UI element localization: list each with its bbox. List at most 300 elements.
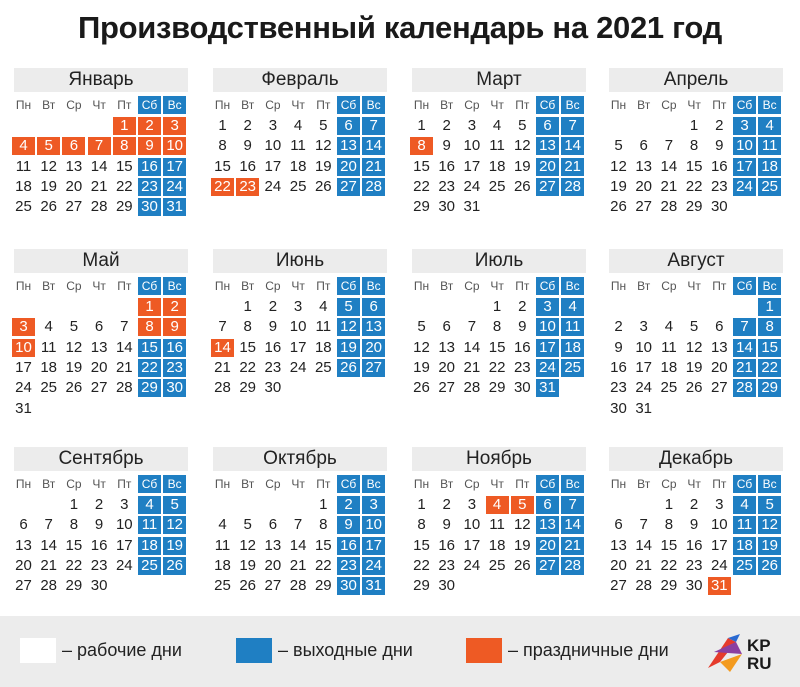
weekday-header: Пт xyxy=(316,98,331,112)
day-cell: 1 xyxy=(492,298,502,315)
day-cell: 20 xyxy=(438,358,456,376)
day-cell: 1 xyxy=(319,496,328,513)
bird-logo-icon xyxy=(708,634,742,672)
weekend-day-cell: 25 xyxy=(758,178,781,196)
day-cell: 2 xyxy=(715,117,724,134)
weekday-header: Сб xyxy=(138,475,161,493)
day-cell: 30 xyxy=(685,577,703,595)
day-cell: 19 xyxy=(40,177,58,195)
weekend-day-cell: 6 xyxy=(362,298,385,316)
day-cell: 29 xyxy=(685,198,703,216)
day-cell: 23 xyxy=(438,177,456,195)
weekend-day-cell: 27 xyxy=(536,557,559,575)
weekend-day-cell: 11 xyxy=(561,318,584,336)
day-cell: 16 xyxy=(610,358,627,376)
weekend-day-cell: 31 xyxy=(362,577,385,595)
holiday-day-cell: 8 xyxy=(410,137,433,155)
day-cell: 15 xyxy=(660,536,678,554)
day-cell: 18 xyxy=(15,177,32,195)
weekend-day-cell: 13 xyxy=(536,137,559,155)
day-cell: 12 xyxy=(413,338,430,356)
weekend-day-cell: 6 xyxy=(337,117,360,135)
holiday-day-cell: 5 xyxy=(37,137,60,155)
day-cell: 1 xyxy=(664,496,674,513)
weekend-day-cell: 13 xyxy=(536,516,559,534)
weekend-day-cell: 1 xyxy=(758,298,781,316)
day-cell: 8 xyxy=(243,318,252,336)
weekend-day-cell: 17 xyxy=(733,158,756,176)
day-cell: 23 xyxy=(685,556,703,574)
day-cell: 26 xyxy=(513,556,531,574)
day-cell: 28 xyxy=(660,198,678,216)
day-cell: 5 xyxy=(689,318,699,336)
day-cell: 18 xyxy=(488,157,506,175)
weekend-day-cell: 12 xyxy=(337,318,360,336)
weekday-header: Пт xyxy=(515,279,530,293)
weekday-header: Пт xyxy=(515,477,530,491)
month-block xyxy=(607,249,787,417)
day-cell: 11 xyxy=(290,137,306,155)
weekday-header: Ср xyxy=(66,98,82,112)
holiday-day-cell: 8 xyxy=(113,137,136,155)
day-cell: 10 xyxy=(710,516,728,534)
weekday-header: Сб xyxy=(138,96,161,114)
weekend-day-cell: 28 xyxy=(733,379,756,397)
day-cell: 27 xyxy=(264,577,282,595)
day-cell: 3 xyxy=(268,117,278,134)
month-name: Сентябрь xyxy=(14,447,188,471)
month-block xyxy=(410,68,590,216)
day-cell: 26 xyxy=(413,379,430,397)
weekday-header: Вс xyxy=(561,277,584,295)
weekday-header: Пн xyxy=(15,477,32,491)
day-cell: 29 xyxy=(314,577,332,595)
day-cell: 13 xyxy=(438,338,456,356)
weekend-days-swatch xyxy=(236,638,272,663)
day-cell: 7 xyxy=(218,318,227,336)
weekend-day-cell: 22 xyxy=(138,359,161,377)
weekend-day-cell: 5 xyxy=(758,496,781,514)
weekend-day-cell: 4 xyxy=(758,117,781,135)
weekend-day-cell: 10 xyxy=(536,318,559,336)
holiday-day-cell: 10 xyxy=(12,339,35,357)
day-cell: 19 xyxy=(239,556,257,574)
day-cell: 26 xyxy=(513,177,531,195)
day-cell: 21 xyxy=(115,358,133,376)
weekend-day-cell: 19 xyxy=(758,537,781,555)
weekday-header: Сб xyxy=(337,96,360,114)
weekday-header: Пт xyxy=(712,98,727,112)
weekday-header: Чт xyxy=(291,477,305,491)
weekday-header: Пн xyxy=(15,279,32,293)
day-cell: 27 xyxy=(610,577,627,595)
weekend-day-cell: 15 xyxy=(758,339,781,357)
day-cell: 25 xyxy=(488,177,506,195)
weekday-header: Вт xyxy=(440,98,454,112)
day-cell: 18 xyxy=(40,358,58,376)
day-cell: 7 xyxy=(120,318,129,336)
day-cell: 1 xyxy=(417,117,426,134)
weekend-day-cell: 23 xyxy=(163,359,186,377)
day-cell: 13 xyxy=(710,338,728,356)
day-cell: 25 xyxy=(214,577,231,595)
weekday-header: Пт xyxy=(117,477,132,491)
weekend-day-cell: 21 xyxy=(362,158,385,176)
weekend-day-cell: 16 xyxy=(163,339,186,357)
weekday-header: Чт xyxy=(291,98,305,112)
weekday-header: Пт xyxy=(316,477,331,491)
day-cell: 31 xyxy=(15,399,32,417)
weekday-header: Вс xyxy=(758,475,781,493)
month-name: Октябрь xyxy=(213,447,387,471)
weekday-header: Вс xyxy=(163,277,186,295)
day-cell: 16 xyxy=(513,338,531,356)
weekend-day-cell: 26 xyxy=(758,557,781,575)
day-cell: 14 xyxy=(115,338,133,356)
day-cell: 30 xyxy=(710,198,728,216)
day-cell: 2 xyxy=(614,318,623,336)
weekend-day-cell: 19 xyxy=(163,537,186,555)
weekday-header: Пн xyxy=(413,98,430,112)
day-cell: 23 xyxy=(264,358,282,376)
day-cell: 11 xyxy=(214,536,231,554)
day-cell: 16 xyxy=(685,536,703,554)
day-cell: 24 xyxy=(115,556,133,574)
weekend-day-cell: 3 xyxy=(536,298,559,316)
weekday-header: Вт xyxy=(42,477,56,491)
weekend-day-cell: 14 xyxy=(561,516,584,534)
day-cell: 16 xyxy=(90,536,108,554)
weekend-day-cell: 2 xyxy=(337,496,360,514)
weekday-header: Вс xyxy=(362,96,385,114)
day-cell: 17 xyxy=(635,358,653,376)
day-cell: 19 xyxy=(685,358,703,376)
day-cell: 8 xyxy=(218,137,227,155)
holiday-days-swatch xyxy=(466,638,502,663)
weekday-header: Сб xyxy=(733,475,756,493)
logo-text-ru: RU xyxy=(747,654,772,673)
day-cell: 9 xyxy=(94,516,104,534)
weekday-header: Ср xyxy=(464,98,480,112)
weekend-day-cell: 16 xyxy=(337,537,360,555)
day-cell: 15 xyxy=(488,338,506,356)
weekday-header: Сб xyxy=(733,277,756,295)
holiday-day-cell: 31 xyxy=(708,577,731,595)
day-cell: 5 xyxy=(417,318,426,336)
day-cell: 4 xyxy=(293,117,303,134)
day-cell: 29 xyxy=(239,379,257,397)
day-cell: 7 xyxy=(639,516,648,534)
day-cell: 31 xyxy=(463,198,481,216)
weekday-header: Пн xyxy=(610,279,627,293)
holiday-day-cell: 7 xyxy=(88,137,111,155)
day-cell: 10 xyxy=(289,318,307,336)
day-cell: 25 xyxy=(40,379,58,397)
day-cell: 28 xyxy=(90,198,108,216)
day-cell: 26 xyxy=(40,198,58,216)
day-cell: 25 xyxy=(289,177,307,195)
weekend-day-cell: 26 xyxy=(163,557,186,575)
weekend-day-cell: 11 xyxy=(733,516,756,534)
day-cell: 16 xyxy=(239,157,257,175)
day-cell: 15 xyxy=(65,536,83,554)
month-block xyxy=(410,447,590,595)
day-cell: 25 xyxy=(660,379,678,397)
weekend-day-cell: 30 xyxy=(138,198,161,216)
day-cell: 24 xyxy=(463,177,481,195)
day-cell: 3 xyxy=(467,496,477,513)
month-name: Июнь xyxy=(213,249,387,273)
weekday-header: Чт xyxy=(92,98,106,112)
weekend-day-cell: 21 xyxy=(733,359,756,377)
day-cell: 2 xyxy=(518,298,527,315)
day-cell: 26 xyxy=(314,177,332,195)
weekday-header: Вс xyxy=(163,475,186,493)
day-cell: 2 xyxy=(94,496,104,513)
weekend-day-cell: 18 xyxy=(561,339,584,357)
weekday-header: Вт xyxy=(637,279,651,293)
day-cell: 4 xyxy=(44,318,53,336)
day-cell: 20 xyxy=(65,177,83,195)
day-cell: 30 xyxy=(264,379,282,397)
day-cell: 5 xyxy=(243,516,252,534)
month-block xyxy=(607,68,787,216)
weekday-header: Вс xyxy=(561,475,584,493)
weekend-day-cell: 12 xyxy=(163,516,186,534)
weekday-header: Вт xyxy=(637,98,651,112)
weekday-header: Вс xyxy=(163,96,186,114)
day-cell: 3 xyxy=(120,496,129,513)
weekday-header: Пт xyxy=(117,279,132,293)
weekend-day-cell: 29 xyxy=(758,379,781,397)
day-cell: 19 xyxy=(413,358,430,376)
day-cell: 20 xyxy=(610,556,627,574)
day-cell: 8 xyxy=(417,516,426,534)
weekend-day-cell: 13 xyxy=(362,318,385,336)
day-cell: 29 xyxy=(65,577,83,595)
weekday-header: Чт xyxy=(687,477,701,491)
weekend-day-cell: 25 xyxy=(138,557,161,575)
holiday-day-cell: 2 xyxy=(138,117,161,135)
weekend-day-cell: 25 xyxy=(733,557,756,575)
day-cell: 21 xyxy=(635,556,653,574)
day-cell: 30 xyxy=(513,379,531,397)
weekend-day-cell: 21 xyxy=(561,158,584,176)
day-cell: 8 xyxy=(664,516,674,534)
month-name: Май xyxy=(14,249,188,273)
day-cell: 8 xyxy=(689,137,699,155)
weekend-day-cell: 29 xyxy=(138,379,161,397)
legend-footer xyxy=(0,616,800,687)
weekday-header: Пт xyxy=(316,279,331,293)
day-cell: 28 xyxy=(115,379,133,397)
day-cell: 6 xyxy=(268,516,278,534)
weekend-day-cell: 21 xyxy=(561,537,584,555)
weekend-day-cell: 17 xyxy=(163,158,186,176)
day-cell: 20 xyxy=(635,177,653,195)
day-cell: 12 xyxy=(314,137,332,155)
weekend-day-cell: 20 xyxy=(337,158,360,176)
day-cell: 6 xyxy=(715,318,724,336)
holiday-day-cell: 4 xyxy=(486,496,509,514)
day-cell: 24 xyxy=(710,556,728,574)
day-cell: 6 xyxy=(442,318,451,336)
day-cell: 16 xyxy=(438,157,456,175)
weekend-day-cell: 17 xyxy=(536,339,559,357)
day-cell: 13 xyxy=(90,338,108,356)
month-name: Июль xyxy=(412,249,586,273)
day-cell: 10 xyxy=(115,516,133,534)
weekend-day-cell: 28 xyxy=(362,178,385,196)
weekend-day-cell: 14 xyxy=(362,137,385,155)
weekday-header: Чт xyxy=(687,279,701,293)
weekend-day-cell: 28 xyxy=(561,557,584,575)
day-cell: 11 xyxy=(315,318,332,336)
day-cell: 14 xyxy=(40,536,58,554)
day-cell: 21 xyxy=(214,358,231,376)
weekend-day-cell: 18 xyxy=(733,537,756,555)
day-cell: 15 xyxy=(314,536,332,554)
day-cell: 20 xyxy=(15,556,32,574)
weekday-header: Пн xyxy=(15,98,32,112)
holiday-day-cell: 3 xyxy=(163,117,186,135)
weekday-header: Чт xyxy=(291,279,305,293)
weekday-header: Вт xyxy=(42,279,56,293)
holiday-day-cell: 22 xyxy=(211,178,234,196)
day-cell: 23 xyxy=(610,379,627,397)
weekday-header: Сб xyxy=(536,277,559,295)
day-cell: 5 xyxy=(518,117,527,134)
day-cell: 4 xyxy=(664,318,674,336)
day-cell: 4 xyxy=(218,516,227,534)
weekend-day-cell: 10 xyxy=(733,137,756,155)
day-cell: 21 xyxy=(90,177,108,195)
day-cell: 1 xyxy=(218,117,227,134)
month-name: Август xyxy=(609,249,783,273)
weekend-day-cell: 20 xyxy=(536,158,559,176)
day-cell: 24 xyxy=(463,556,481,574)
day-cell: 17 xyxy=(264,157,282,175)
day-cell: 30 xyxy=(438,198,456,216)
day-cell: 2 xyxy=(689,496,699,513)
day-cell: 7 xyxy=(467,318,477,336)
day-cell: 29 xyxy=(488,379,506,397)
weekend-day-cell: 4 xyxy=(733,496,756,514)
weekend-days-label: – выходные дни xyxy=(278,640,413,660)
day-cell: 22 xyxy=(239,358,257,376)
day-cell: 11 xyxy=(661,338,677,356)
day-cell: 22 xyxy=(488,358,506,376)
weekday-header: Ср xyxy=(265,98,281,112)
weekday-header: Ср xyxy=(66,477,82,491)
weekend-day-cell: 23 xyxy=(138,178,161,196)
day-cell: 27 xyxy=(635,198,653,216)
weekday-header: Чт xyxy=(490,477,504,491)
holiday-day-cell: 6 xyxy=(62,137,85,155)
day-cell: 26 xyxy=(685,379,703,397)
day-cell: 10 xyxy=(463,137,481,155)
weekend-day-cell: 24 xyxy=(163,178,186,196)
day-cell: 18 xyxy=(314,338,332,356)
weekend-day-cell: 26 xyxy=(337,359,360,377)
weekday-header: Пт xyxy=(515,98,530,112)
day-cell: 3 xyxy=(467,117,477,134)
working-days-label: – рабочие дни xyxy=(62,640,182,660)
weekday-header: Вс xyxy=(362,475,385,493)
day-cell: 28 xyxy=(463,379,481,397)
month-name: Март xyxy=(412,68,586,92)
day-cell: 14 xyxy=(289,536,307,554)
day-cell: 24 xyxy=(635,379,653,397)
day-cell: 15 xyxy=(214,157,231,175)
weekday-header: Вс xyxy=(362,277,385,295)
day-cell: 13 xyxy=(610,536,627,554)
day-cell: 30 xyxy=(438,577,456,595)
day-cell: 3 xyxy=(293,298,303,315)
day-cell: 18 xyxy=(660,358,678,376)
weekend-day-cell: 22 xyxy=(758,359,781,377)
day-cell: 19 xyxy=(65,358,83,376)
weekend-day-cell: 6 xyxy=(536,117,559,135)
holiday-day-cell: 9 xyxy=(138,137,161,155)
weekday-header: Вт xyxy=(440,279,454,293)
day-cell: 4 xyxy=(319,298,328,315)
day-cell: 11 xyxy=(15,157,32,175)
weekend-day-cell: 3 xyxy=(733,117,756,135)
day-cell: 17 xyxy=(15,358,32,376)
month-name: Январь xyxy=(14,68,188,92)
day-cell: 2 xyxy=(442,496,451,513)
day-cell: 27 xyxy=(65,198,83,216)
weekend-day-cell: 13 xyxy=(337,137,360,155)
weekday-header: Вт xyxy=(241,477,255,491)
month-name: Декабрь xyxy=(609,447,783,471)
holiday-day-cell: 10 xyxy=(163,137,186,155)
day-cell: 23 xyxy=(710,177,728,195)
weekday-header: Сб xyxy=(138,277,161,295)
day-cell: 20 xyxy=(90,358,108,376)
weekend-day-cell: 7 xyxy=(561,117,584,135)
day-cell: 20 xyxy=(710,358,728,376)
day-cell: 21 xyxy=(660,177,678,195)
day-cell: 28 xyxy=(635,577,653,595)
weekday-header: Пн xyxy=(413,279,430,293)
day-cell: 14 xyxy=(463,338,481,356)
day-cell: 16 xyxy=(710,157,728,175)
day-cell: 3 xyxy=(639,318,648,336)
weekend-day-cell: 24 xyxy=(733,178,756,196)
month-block xyxy=(12,249,192,417)
weekday-header: Пн xyxy=(413,477,430,491)
day-cell: 19 xyxy=(513,157,531,175)
weekend-day-cell: 12 xyxy=(758,516,781,534)
day-cell: 19 xyxy=(610,177,627,195)
weekday-header: Пн xyxy=(214,477,231,491)
day-cell: 25 xyxy=(15,198,32,216)
day-cell: 27 xyxy=(710,379,728,397)
weekend-day-cell: 27 xyxy=(337,178,360,196)
day-cell: 25 xyxy=(488,556,506,574)
day-cell: 28 xyxy=(289,577,307,595)
day-cell: 16 xyxy=(264,338,282,356)
day-cell: 2 xyxy=(243,117,252,134)
weekend-day-cell: 9 xyxy=(337,516,360,534)
day-cell: 9 xyxy=(268,318,278,336)
day-cell: 22 xyxy=(115,177,133,195)
day-cell: 17 xyxy=(289,338,307,356)
weekend-day-cell: 14 xyxy=(561,137,584,155)
weekend-day-cell: 16 xyxy=(138,158,161,176)
